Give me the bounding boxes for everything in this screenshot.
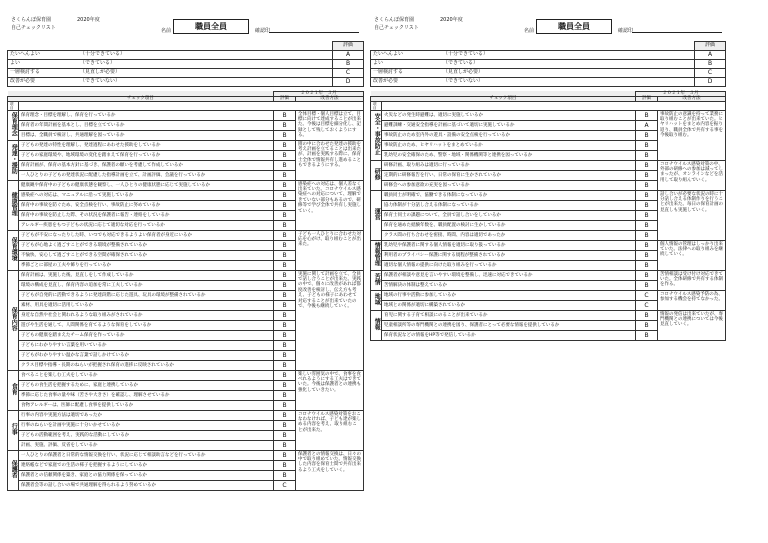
eval-grade: A [333,50,364,59]
grade-cell: B [274,340,296,350]
category-label [371,310,382,340]
check-item: 乳幼児の安全確保のため、警察・地域・関係機関等と連携を図っているか [382,150,636,160]
grade-cell: B [636,310,658,320]
grade-cell: B [636,130,658,140]
eval-row [8,68,364,77]
grade-cell: B [274,180,296,190]
table-row [371,270,726,280]
fiscal-year: 2020年度 [440,17,463,23]
improvement-method: コロナウイルス感染対策の中、外部の研修への参加は減ってしまったが、オンラインなどを活用して取り組んでいく。 [658,160,726,190]
grade-cell: B [274,420,296,430]
check-item: 利用者のプライバシー保護に関する規程が整備されているか [382,250,636,260]
check-item: 避難訓練・交通安全指導を計画に基づいて適切に実施しているか [382,120,636,130]
improvement-method: 子ども一人ひとりに合わせた対応を心がけ、取り組むことが出来た。 [296,230,364,270]
grade-cell: B [274,450,296,460]
table-date: ２０２１年 ３月 [274,91,364,96]
category-name: 食育 [10,382,18,395]
grade-cell: B [274,300,296,310]
eval-desc: （十分できている） [80,51,126,57]
category-label [8,450,19,490]
eval-row [8,59,364,68]
grade-cell: B [636,210,658,220]
table-row [8,370,364,380]
grade-cell: B [274,470,296,480]
table-row [371,190,726,200]
category-label [8,140,19,180]
table-row [8,140,364,150]
eval-desc: （できていない） [443,78,484,84]
check-item: 保育計画は、実施した後、見直しをして作成しているか [19,270,274,280]
check-item: クラス間の打ち合わせを密接、時間、内容は適切であったか [382,230,636,240]
grade-cell: B [274,210,296,220]
table-row [371,290,726,300]
check-item: 乳幼児や保護者に関する個人情報を適切に取り扱っているか [382,240,636,250]
grade-cell: B [274,130,296,140]
grade-cell: B [274,430,296,440]
grade-cell: B [636,240,658,250]
check-item: 職員同士が明確で、協働できる体制になっているか [382,190,636,200]
category-label [8,110,19,140]
stamp-field [269,19,359,33]
checklist-subtitle: 自己チェックリスト [11,25,56,31]
grade-cell: B [636,180,658,190]
grade-cell: B [636,150,658,160]
check-item: 保育を通めた経験年数を、職員配置の検討に生かしているか [382,220,636,230]
check-item: 地域の行事や活動に参加しているか [382,290,636,300]
eval-row [371,68,726,77]
grade-cell: B [274,410,296,420]
category-name: 保育理念 [10,111,18,136]
eval-grade: B [333,59,364,68]
check-item: アレルギー疾患をもつ子どもの状況に応じて適切な対応を行っているか [19,220,274,230]
grade-cell: B [636,220,658,230]
eval-label: 改善が必要 [10,78,36,84]
check-item: 行事のねらいを計画や実施に十分いかせているか [19,420,274,430]
checklist-table [7,91,364,491]
eval-grade: D [695,77,726,86]
check-item: 素材、用具を適切に活用しているか [19,300,274,310]
check-item: 子どもが心地よく過ごすことができる環境が整備されているか [19,240,274,250]
check-item: 保育者の年間計画を基本とし、目標を立てているか [19,120,274,130]
grade-cell: C [636,290,658,300]
category-name: 保護者 [10,459,18,478]
grade-cell: B [636,250,658,260]
check-item: 保育中の事故を防止した際、その状況を保護者に報告・連絡をしているか [19,210,274,220]
eval-label: たいへんよい [10,51,41,57]
checklist-subtitle: 自己チェックリスト [374,25,419,31]
eval-desc: （できている） [80,60,116,66]
grade-cell: B [274,120,296,130]
eval-row [371,59,726,68]
grade-cell: B [636,320,658,330]
check-item: 保護者会等の話し合いの場で共通理解を得られるよう努めているか [19,480,274,490]
stamp-label: 確認印 [255,28,271,34]
name-label: 名前 [524,28,535,34]
kindergarten-name: さくらんぼ保育園 [11,17,52,23]
category-label [371,240,382,270]
grade-cell: B [636,200,658,210]
check-item: 保育中の事故を防ぐため、安全点検を行い、事故防止に努めているか [19,200,274,210]
check-item: 一人ひとりの保護者と日常的な情報交換を行い、状況に応じて相談助言などを行っているか [19,450,274,460]
col-header-item: チェック項目 [371,96,636,101]
table-row [8,180,364,190]
category-name: 運営 [373,207,381,220]
table-row [8,410,364,420]
check-item: 目標は、全職員で検討し、共通理解を図っているか [19,130,274,140]
eval-header: 評価 [333,42,364,51]
eval-header: 評価 [695,42,726,51]
improvement-method: 話し合いが必要な状況の時に十分話し合える体制作りを行うことが出来た。毎日の保育計画の見直しも実施していく。 [658,190,726,240]
grade-cell: B [274,320,296,330]
grade-cell: B [636,160,658,170]
improvement-method: 情報の発信は出来ていたが、専門機関との連携については今後見直していく。 [658,310,726,340]
check-item: 行事の内容や実施方法は適切であったか [19,410,274,420]
grade-cell: B [274,150,296,160]
grade-cell: B [636,270,658,280]
improvement-method: 個人情報の管理はしっかり出来ていた。法律への取り組みを継続していく。 [658,240,726,270]
category-label [371,290,382,310]
eval-grade: D [333,77,364,86]
check-item: 子どもの発達の特性を理解し、発達過程にあわせた援助をしているか [19,140,274,150]
check-item: 適切な個人情報の提供に向けた取り組みを行っているか [382,260,636,270]
grade-cell: B [636,170,658,180]
eval-label: よい [373,60,384,66]
check-item: 子どもがわかりやすい温かな言葉で話しかけているか [19,350,274,360]
evaluation-legend [370,41,726,87]
grade-cell: C [274,480,296,490]
check-item: 環境の構成を見直し、保育内容の追加を常に工夫しているか [19,280,274,290]
grade-cell: B [274,110,296,120]
check-item: 感染症への対応は、マニュアルに沿って実施しているか [19,190,274,200]
left-checklist-sheet [7,14,364,491]
grade-cell: B [274,280,296,290]
name-field: 職員全員 [173,19,249,34]
grade-cell: B [636,230,658,240]
improvement-method: コロナウイルス感染予防の為、参加する機会を持てなかった。 [658,290,726,310]
evaluation-legend [7,41,364,87]
category-name: 地域 [373,292,381,305]
check-item: 事故防止のため室内外の遊具・設備の安全点検を行っているか [382,130,636,140]
check-item: 計画、実施、評価、反省をしているか [19,440,274,450]
grade-cell: B [274,310,296,320]
grade-cell: B [636,190,658,200]
check-item: 子どもの家庭環境や、地域環境の変化を踏まえて保育を行っているか [19,150,274,160]
category-name: 苦情 [373,272,381,285]
category-name: 情報管理 [373,241,381,266]
col-header-num: 項目 [371,101,382,110]
grade-cell: B [274,220,296,230]
grade-cell: B [274,190,296,200]
check-item: 子どもが不安になったりした時、いつでも対応できるようよい保育者が身近にいるか [19,230,274,240]
check-item: 保育士同士の課題について、全員で話し合いをしているか [382,210,636,220]
eval-grade: C [333,68,364,77]
category-label [8,180,19,230]
grade-cell: B [274,370,296,380]
eval-grade: B [695,59,726,68]
category-label [8,270,19,370]
grade-cell: B [274,140,296,150]
grade-cell: B [274,440,296,450]
category-label [371,270,382,290]
category-name: 安全・事故防止 [373,112,381,155]
check-item: 不愉快、安心して過ごすことができる空間が確保されているか [19,250,274,260]
check-item: 一人ひとりの子どもの発達状況に配慮した指導計画を立て、計画評価、会議を行っているか [19,170,274,180]
table-row [371,240,726,250]
grade-cell: A [636,120,658,130]
eval-label: よい [10,60,21,66]
grade-cell: B [274,460,296,470]
check-item: 保育計画が、保育の基本方針に基づき、保護者の願いを考慮して作成しているか [19,160,274,170]
check-item: 研修会への参加意欲の充実を図っているか [382,180,636,190]
check-item: 定期的に研修報告を行い、日常の保育に生かされているか [382,170,636,180]
grade-cell: B [274,260,296,270]
category-name: 保育環境 [10,236,18,261]
table-row [8,110,364,120]
check-item: 保育理念・目標を理解し、保育を行っているか [19,110,274,120]
improvement-method: 園の中に合わせた発達の援助を考え計画を立てることは出来たが、計画を実践する際に、保育士全体で情報共有し進めることもできるようにする。 [296,140,364,180]
eval-desc: （見直しが必要） [443,69,484,75]
grade-cell: B [274,330,296,340]
grade-cell: B [274,240,296,250]
eval-row [8,77,364,86]
category-label [371,110,382,160]
grade-cell: B [636,110,658,120]
improvement-method: 実施に関して計画を立て、全員で話し合うことが出来た。実践の中で、個々に改善があれば都度改善を検討し、伝え方も考え、子どもの様子にあわせて対応することが出来ていたので、今後も継続していく。 [296,270,364,370]
category-name: 研修 [373,167,381,180]
eval-label: 一層検討する [10,69,41,75]
grade-cell: B [636,330,658,340]
table-row [8,450,364,460]
grade-cell: B [274,390,296,400]
category-label [8,230,19,270]
check-item: 食物アレルギーは、医師に配慮し食事を提供しているか [19,400,274,410]
improvement-method: 楽しい雰囲気の中で、食事を食べれるようにする工夫はできていた。今後は保護者との連携も強化していきたい。 [296,370,364,410]
col-header-grade: 評価 [274,96,296,101]
eval-row [371,50,726,59]
check-item: 苦情解決の体制は整えているか [382,280,636,290]
table-date: ２０２１年 ３月 [636,91,726,96]
check-item: 児童相談所等の専門機関との連携を図り、保護者にとって必要な情報を提供しているか [382,320,636,330]
grade-cell: B [274,160,296,170]
check-item: 健康観や保育中の子どもの健康状態を観察し、一人ひとりの健康状態に応じて実施しているか [19,180,274,190]
improvement-method: 保護者との情報交換は、日々の中で取り組めていた。情報交換した内容を保育士間で共有出来るよう工夫をしていく。 [296,450,364,490]
eval-label: 一層検討する [373,69,404,75]
check-item: 子どもにわかりやすい言葉を用いているか [19,340,274,350]
check-item: 事故防止のため、ヒヤリハットをまとめているか [382,140,636,150]
eval-desc: （十分できている） [443,51,489,57]
category-name: 行事 [10,422,18,435]
eval-grade: A [695,50,726,59]
category-name: 発達・援助 [10,143,18,174]
eval-label: たいへんよい [373,51,404,57]
category-label [371,190,382,240]
grade-cell: B [636,260,658,270]
check-item: 食べることを楽しむ工夫をしているか [19,370,274,380]
eval-row [8,50,364,59]
check-item: 保育状況などの情報をHP等で発信しているか [382,330,636,340]
table-row [371,110,726,120]
check-item: 身近な自然や社会と関われるような取り組みがされているか [19,310,274,320]
check-item: 地域との関係が適切に構築されているか [382,300,636,310]
grade-cell: B [274,290,296,300]
category-name: 情報 [373,317,381,330]
eval-desc: （できていない） [80,78,121,84]
check-item: 連絡帳などで家庭での生活の様子を把握するようにしているか [19,460,274,470]
improvement-method: 感染症への対応は、個人差なく出来ていた。コロナウイルス感染症への対応について、理解できていない部分もあるので、研修等で学び全体で共有し実施していく。 [296,180,364,230]
col-header-grade: 評価 [636,96,658,101]
col-header-method: 改善方法 [296,96,364,101]
stamp-field [632,19,722,33]
grade-cell: B [274,250,296,260]
right-checklist-sheet [370,14,726,341]
check-item: 研修計画、取り組みは適切に行っているか [382,160,636,170]
grade-cell: B [274,170,296,180]
category-name: 健康管理 [10,191,18,216]
check-item: クラス目標や指導・長期のねらいが把握され保育の進捗に反映されているか [19,360,274,370]
table-row [371,310,726,320]
sheet-header [7,14,364,38]
checklist-table [370,91,726,341]
grade-cell: B [274,230,296,240]
category-label [8,410,19,450]
improvement-method: 苦情相談は受け付け対応できていた。全体研修で共有する体制を作る。 [658,270,726,290]
grade-cell: B [274,200,296,210]
grade-cell: C [636,300,658,310]
grade-cell: B [274,380,296,390]
category-label [371,160,382,190]
check-item: 協力体制が十分話し合える体制になっているか [382,200,636,210]
check-item: 子どもが自発的に活動できるように発達段階に応じた遊具、玩具の環境が整備されているか [19,290,274,300]
stamp-label: 確認印 [618,28,634,34]
eval-row [371,77,726,86]
check-item: 子どもの活動範囲を考え、実践的な活動にしているか [19,430,274,440]
improvement-method: コロナウイルス感染対策をおこなわなければ、子ども達が楽しめる内容を考え、取り組むことが出来た。 [296,410,364,450]
check-item: 遊びや生活を通して、人間関係を育てるような保育をしているか [19,320,274,330]
name-field: 職員全員 [536,19,612,34]
category-label [8,370,19,410]
eval-grade: C [695,68,726,77]
check-item: 保護者が相談や意見を言いやすい環境を整備し、迅速に対応できているか [382,270,636,280]
check-item: 子どもの食生活を把握するために、家庭と連携しているか [19,380,274,390]
table-row [8,230,364,240]
check-item: 季節ごとに部屋の工夫や飾りを行っているか [19,260,274,270]
kindergarten-name: さくらんぼ保育園 [374,17,415,23]
check-item: 子どもの健康を踏まえたチーム保育を作っているか [19,330,274,340]
category-name: 保育内容 [10,306,18,331]
improvement-method: 全体目標・個人目標は立て、目標に向けて達成することが出来た。今後は目標を細分化し、記録として残しておくようにする。 [296,110,364,140]
eval-desc: （できている） [443,60,479,66]
check-item: 火災などの発生時避難は、適切に実施しているか [382,110,636,120]
sheet-header [370,14,726,38]
check-item: 育児に関する子育て相談にのることが出来ているか [382,310,636,320]
improvement-method: 事故防止の意識を持って業務に取り組むことが出来ていた。ヒヤリハットをまとめ内容を振り返り、職員全体で共有する事を今後取り組む。 [658,110,726,160]
grade-cell: B [636,280,658,290]
fiscal-year: 2020年度 [77,17,100,23]
col-header-method: 改善方法 [658,96,726,101]
table-row [371,160,726,170]
grade-cell: B [636,140,658,150]
col-header-num: 項目 [8,101,19,110]
table-row [8,270,364,280]
eval-label: 改善が必要 [373,78,399,84]
grade-cell: B [274,360,296,370]
name-label: 名前 [161,28,172,34]
grade-cell: B [274,350,296,360]
col-header-item: チェック項目 [8,96,274,101]
eval-desc: （見直しが必要） [80,69,121,75]
check-item: 季節に応じた食事の量や味（苦さや大きさ）を確認し、理解させているか [19,390,274,400]
grade-cell: B [274,270,296,280]
check-item: 保護者との信頼関係を築き、家庭との協力関係を保っているか [19,470,274,480]
grade-cell: B [274,400,296,410]
